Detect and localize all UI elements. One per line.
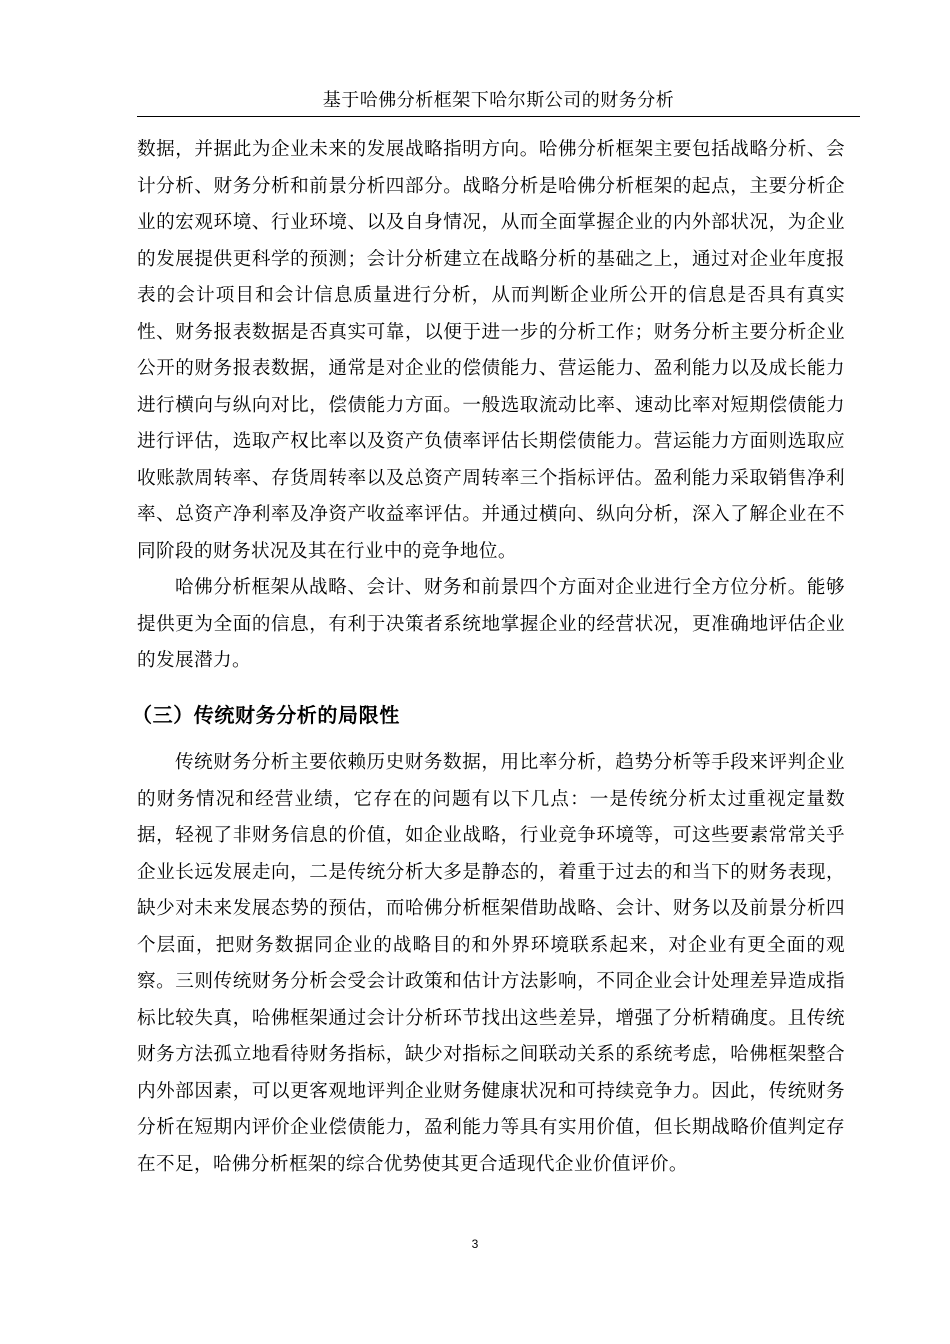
paragraph-framework-summary: 哈佛分析框架从战略、会计、财务和前景四个方面对企业进行全方位分析。能够提供更为全面的信息，有利于决策者系统地掌握企业的经营状况，更准确地评估企业的发展潜力。 — [137, 577, 845, 671]
paragraph-traditional-limitations: 传统财务分析主要依赖历史财务数据，用比率分析，趋势分析等手段来评判企业的财务情况和经营业绩，它存在的问题有以下几点：一是传统分析太过重视定量数据，轻视了非财务信息的价值，如企业战略，行业竞争环境等，可这些要素常常关乎企业长远发展走向，二是传统分析大多是静态的，着重于过去的和当下的财务表现，缺少对未来发展态势的预估，而哈佛分析框架借助战略、会计、财务以及前景分析四个层面，把财务数据同企业的战略目的和外界环境联系起来，对企业有更全面的观察。三则传统财务分析会受会计政策和估计方法影响，不同企业会计处理差异造成指标比较失真，哈佛框架通过会计分析环节找出这些差异，增强了分析精确度。且传统财务方法孤立地看待财务指标，缺少对指标之间联动关系的系统考虑，哈佛框架整合内外部因素，可以更客观地评判企业财务健康状况和可持续竞争力。因此，传统财务分析在短期内评价企业偿债能力，盈利能力等具有实用价值，但长期战略价值判定存在不足，哈佛分析框架的综合优势使其更合适现代企业价值评价。 — [137, 752, 845, 1175]
section-heading: （三）传统财务分析的局限性 — [132, 703, 400, 727]
body-text-top — [137, 132, 845, 680]
running-header: 基于哈佛分析框架下哈尔斯公司的财务分析 — [322, 90, 675, 111]
body-text-section — [137, 745, 845, 1183]
header-rule — [137, 116, 860, 117]
page-number: 3 — [471, 1237, 479, 1251]
paragraph-framework-overview: 数据，并据此为企业未来的发展战略指明方向。哈佛分析框架主要包括战略分析、会计分析、财务分析和前景分析四部分。战略分析是哈佛分析框架的起点，主要分析企业的宏观环境、行业环境、以及自身情况，从而全面掌握企业的内外部状况，为企业的发展提供更科学的预测；会计分析建立在战略分析的基础之上，通过对企业年度报表的会计项目和会计信息质量进行分析，从而判断企业所公开的信息是否具有真实性、财务报表数据是否真实可靠，以便于进一步的分析工作；财务分析主要分析企业公开的财务报表数据，通常是对企业的偿债能力、营运能力、盈利能力以及成长能力进行横向与纵向对比，偿债能力方面。一般选取流动比率、速动比率对短期偿债能力进行评估，选取产权比率以及资产负债率评估长期偿债能力。营运能力方面则选取应收账款周转率、存货周转率以及总资产周转率三个指标评估。盈利能力采取销售净利率、总资产净利率及净资产收益率评估。并通过横向、纵向分析，深入了解企业在不同阶段的财务状况及其在行业中的竞争地位。 — [137, 139, 845, 562]
